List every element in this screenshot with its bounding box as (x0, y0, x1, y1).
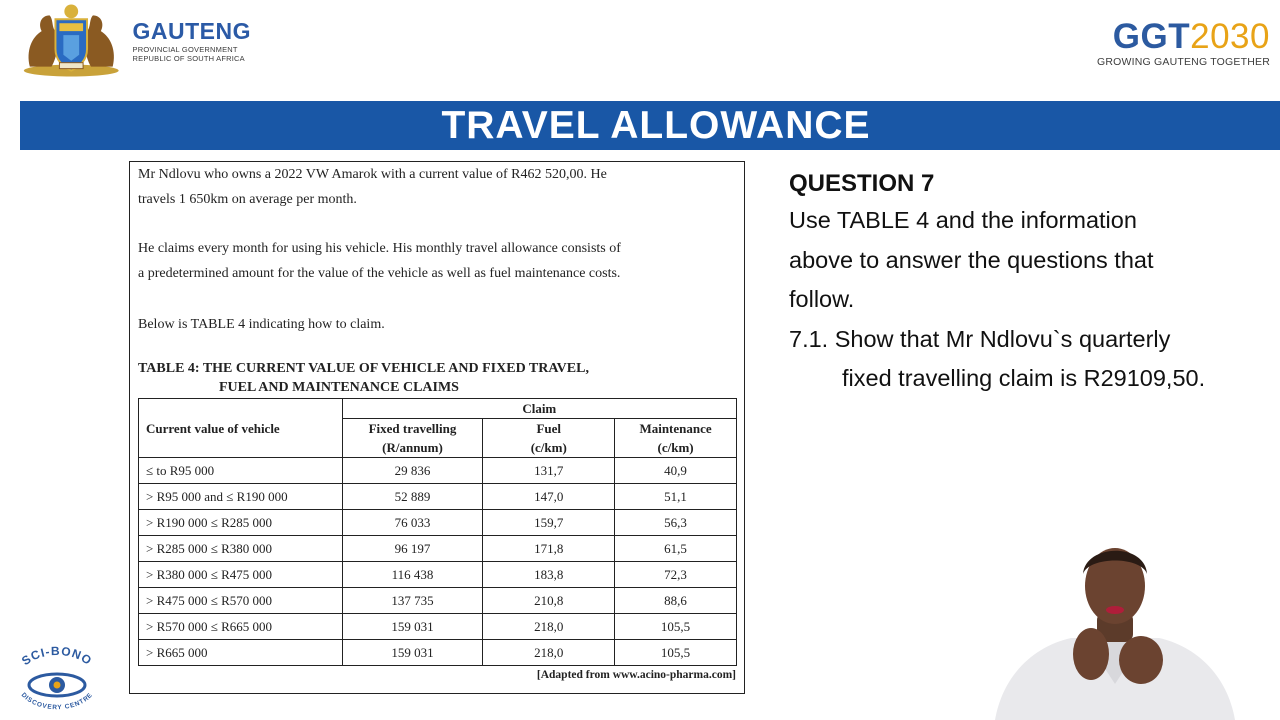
cell-fuel: 131,7 (483, 458, 615, 484)
question-7-1-line-2: fixed travelling claim is R29109,50. (842, 365, 1206, 391)
org-subtitle-1: PROVINCIAL GOVERNMENT (132, 44, 238, 54)
cell-maintenance: 105,5 (615, 614, 737, 640)
document-excerpt (129, 161, 745, 694)
sci-bono-top-text: SCI-BONO (19, 645, 95, 669)
ggt-year: 2030 (1190, 17, 1270, 56)
svg-text:SCI-BONO (19, 645, 95, 668)
table-row (139, 536, 737, 562)
ggt-tagline: GROWING GAUTENG TOGETHER (1096, 56, 1270, 68)
cell-fixed: 52 889 (342, 484, 483, 510)
table-row (139, 614, 737, 640)
ggt2030-logo (1097, 18, 1270, 68)
header-fixed-travelling: Fixed travelling (R/annum) (342, 419, 483, 458)
presenter-image (985, 534, 1245, 720)
table-caption (138, 359, 589, 397)
table-row (139, 562, 737, 588)
table-row (139, 458, 737, 484)
coat-of-arms-icon (16, 1, 127, 79)
cell-fixed: 137 735 (342, 588, 483, 614)
cell-fixed: 96 197 (342, 536, 483, 562)
question-7-1-line-1: 7.1. Show that Mr Ndlovu`s quarterly (789, 325, 1171, 352)
org-subtitle-2: REPUBLIC OF SOUTH AFRICA (132, 53, 245, 63)
table-row (139, 484, 737, 510)
paragraph-1 (138, 162, 738, 212)
header-current-value: Current value of vehicle (139, 399, 343, 458)
cell-maintenance: 105,5 (615, 640, 737, 666)
sci-bono-bottom-text: DISCOVERY CENTRE (19, 691, 95, 711)
cell-value-range: > R665 000 (139, 640, 343, 666)
cell-maintenance: 61,5 (615, 536, 737, 562)
question-line-2: above to answer the questions that (789, 246, 1154, 273)
paragraph-1-line-1: Mr Ndlovu who owns a 2022 VW Amarok with a current value of R462 520,00. He (138, 167, 607, 182)
cell-fuel: 147,0 (483, 484, 615, 510)
cell-value-range: > R190 000 ≤ R285 000 (139, 510, 343, 536)
cell-fuel: 171,8 (483, 536, 615, 562)
cell-value-range: > R95 000 and ≤ R190 000 (139, 484, 343, 510)
cell-maintenance: 56,3 (615, 510, 737, 536)
ggt-text: GGT (1112, 17, 1191, 56)
table-row (139, 588, 737, 614)
table-row (139, 510, 737, 536)
question-line-1: Use TABLE 4 and the information (789, 207, 1137, 233)
cell-maintenance: 88,6 (615, 588, 737, 614)
cell-maintenance: 51,1 (615, 484, 737, 510)
paragraph-2 (138, 236, 738, 286)
slide-title: TRAVEL ALLOWANCE (441, 103, 871, 147)
cell-fixed: 29 836 (342, 458, 483, 484)
cell-fixed: 116 438 (342, 562, 483, 588)
cell-fixed: 159 031 (342, 614, 483, 640)
paragraph-2-line-2: a predetermined amount for the value of the vehicle as well as fuel maintenance costs. (138, 266, 621, 281)
cell-value-range: > R475 000 ≤ R570 000 (139, 588, 343, 614)
cell-fixed: 159 031 (342, 640, 483, 666)
cell-value-range: > R380 000 ≤ R475 000 (139, 562, 343, 588)
sci-bono-logo (6, 645, 108, 711)
sci-bono-eye-icon (6, 645, 108, 711)
svg-text:DISCOVERY CENTRE (20, 692, 95, 711)
table-source: [Adapted from www.acino-pharma.com] (536, 669, 736, 681)
header-fuel: Fuel (c/km) (483, 419, 615, 458)
header-claim: Claim (342, 399, 736, 419)
cell-maintenance: 40,9 (615, 458, 737, 484)
header-maintenance: Maintenance (c/km) (615, 419, 737, 458)
cell-value-range: > R285 000 ≤ R380 000 (139, 536, 343, 562)
cell-value-range: ≤ to R95 000 (139, 458, 343, 484)
paragraph-1-line-2: travels 1 650km on average per month. (138, 192, 357, 207)
table-caption-line-2: FUEL AND MAINTENANCE CLAIMS (219, 380, 459, 395)
cell-value-range: > R570 000 ≤ R665 000 (139, 614, 343, 640)
claims-table (138, 398, 737, 666)
question-line-3: follow. (789, 286, 855, 312)
cell-maintenance: 72,3 (615, 562, 737, 588)
cell-fuel: 159,7 (483, 510, 615, 536)
cell-fuel: 218,0 (483, 640, 615, 666)
paragraph-3: Below is TABLE 4 indicating how to claim. (138, 317, 385, 332)
table-row (139, 640, 737, 666)
cell-fuel: 218,0 (483, 614, 615, 640)
cell-fixed: 76 033 (342, 510, 483, 536)
table-caption-line-1: TABLE 4: THE CURRENT VALUE OF VEHICLE AND FIXED TRAVEL, (138, 361, 589, 376)
cell-fuel: 210,8 (483, 588, 615, 614)
question-panel (789, 167, 1205, 399)
question-title: QUESTION 7 (789, 170, 935, 197)
cell-fuel: 183,8 (483, 562, 615, 588)
org-name: GAUTENG (132, 17, 251, 44)
title-banner (20, 101, 1280, 150)
paragraph-2-line-1: He claims every month for using his vehicle. His monthly travel allowance consists of (138, 241, 621, 256)
gauteng-logo (16, 0, 251, 80)
